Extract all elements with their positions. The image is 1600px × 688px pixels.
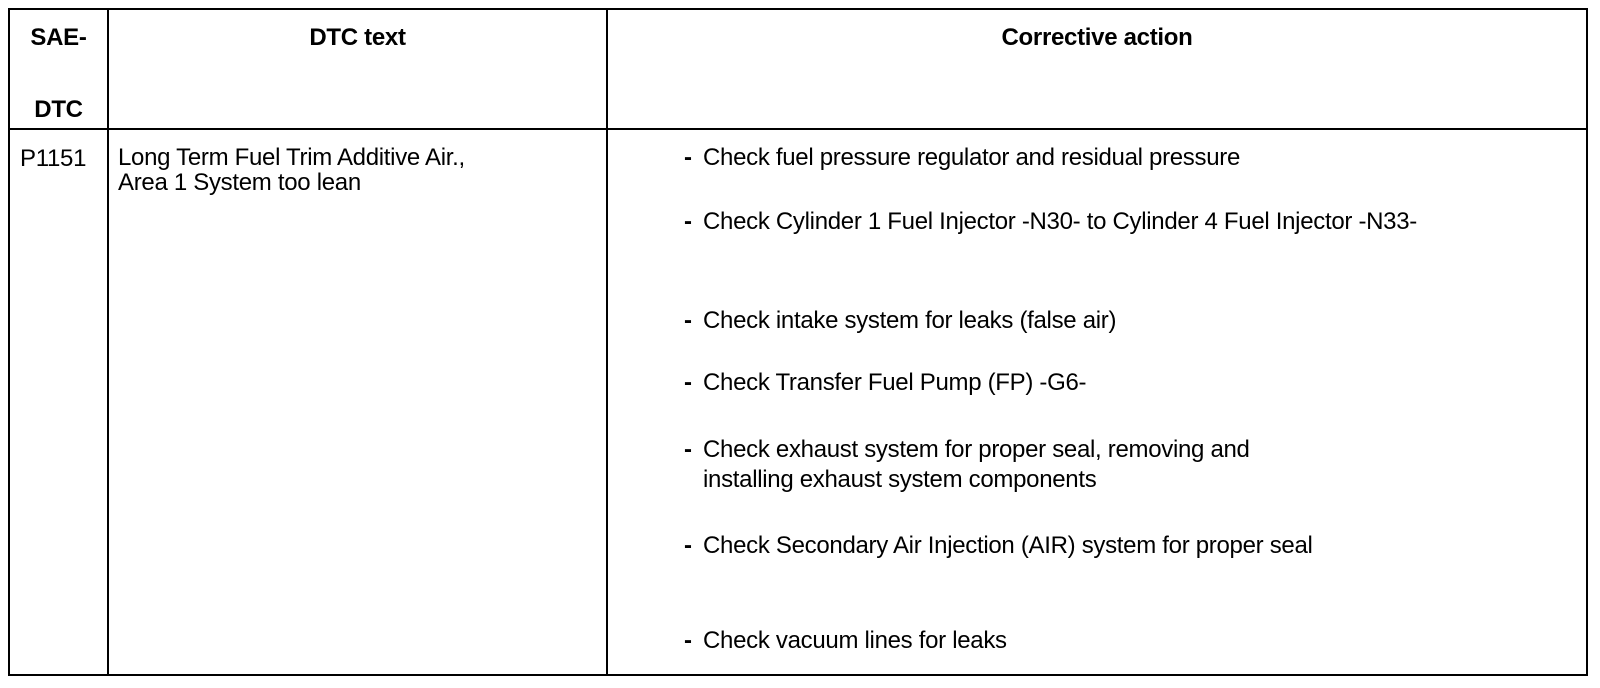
action-text: Check Transfer Fuel Pump (FP) -G6- <box>703 369 1087 396</box>
dash-bullet: - <box>684 532 692 559</box>
action-text: Check Secondary Air Injection (AIR) system for proper seal <box>703 532 1313 559</box>
header-sae-dtc-line1: SAE- <box>30 24 87 51</box>
dash-bullet: - <box>684 307 692 334</box>
dtc-description <box>118 145 465 195</box>
action-item <box>684 531 1313 561</box>
action-item <box>684 207 1417 237</box>
action-text: Check intake system for leaks (false air) <box>703 307 1117 334</box>
column-divider-2 <box>606 10 608 674</box>
dash-bullet: - <box>684 436 692 463</box>
header-divider <box>10 128 1586 130</box>
action-item <box>684 368 1086 398</box>
action-item <box>684 306 1116 336</box>
dtc-description-line2: Area 1 System too lean <box>118 169 361 196</box>
column-divider-1 <box>107 10 109 674</box>
dtc-table <box>8 8 1588 676</box>
action-text-continued: installing exhaust system components <box>703 466 1097 493</box>
action-item <box>684 143 1240 173</box>
action-text: Check Cylinder 1 Fuel Injector -N30- to Cylinder 4 Fuel Injector -N33- <box>703 208 1417 235</box>
header-dtc-text: DTC text <box>309 24 406 51</box>
action-text: Check fuel pressure regulator and residual pressure <box>703 144 1240 171</box>
dash-bullet: - <box>684 144 692 171</box>
header-corrective-action: Corrective action <box>1001 24 1193 51</box>
action-item <box>684 435 1250 495</box>
action-item <box>684 626 1007 656</box>
dash-bullet: - <box>684 208 692 235</box>
dtc-code: P1151 <box>20 145 87 172</box>
action-text: Check vacuum lines for leaks <box>703 627 1007 654</box>
dtc-description-line1: Long Term Fuel Trim Additive Air., <box>118 144 465 171</box>
dash-bullet: - <box>684 627 692 654</box>
header-sae-dtc-line2: DTC <box>34 96 83 123</box>
action-text: Check exhaust system for proper seal, removing and <box>703 436 1250 463</box>
dash-bullet: - <box>684 369 692 396</box>
